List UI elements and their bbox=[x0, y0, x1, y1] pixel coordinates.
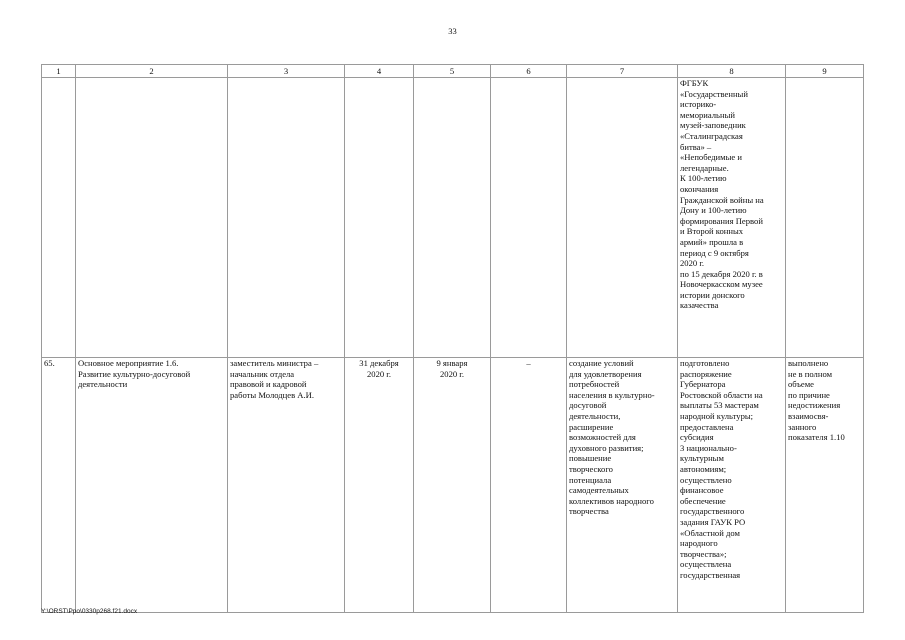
report-table bbox=[41, 64, 864, 613]
table-cell bbox=[42, 78, 76, 358]
table-cell bbox=[567, 78, 678, 358]
table-cell bbox=[491, 78, 567, 358]
table-cell bbox=[76, 78, 228, 358]
event-name-cell: Основное мероприятие 1.6. Развитие культурно-досуговой деятельности bbox=[76, 358, 228, 613]
row-number-cell: 65. bbox=[42, 358, 76, 613]
table-row-65 bbox=[42, 358, 864, 613]
responsible-cell: заместитель министра – начальник отдела правовой и кадровой работы Молодцев А.И. bbox=[228, 358, 345, 613]
table-cell bbox=[228, 78, 345, 358]
file-path-footer: Y:\ORST\Ppo\0330p268.f21.docx bbox=[41, 608, 138, 615]
table-cell bbox=[345, 78, 414, 358]
dash-cell: – bbox=[491, 358, 567, 613]
column-number: 7 bbox=[567, 65, 678, 78]
column-number: 4 bbox=[345, 65, 414, 78]
achieved-result-cell: ФГБУК «Государственный историко- мемориальный музей-заповедник «Сталинградская битва» – «Непобедимые и легендарные. К 100-летию окончания Гражданской войны на Дону и 100-летию формирования Первой и Второй конных армий» прошла в период с 9 октября 2020 г. по 15 декабря 2020 г. в Новочеркасском музее истории донского казачества bbox=[678, 78, 786, 358]
fact-date-cell: 9 января 2020 г. bbox=[414, 358, 491, 613]
achieved-result-cell: подготовлено распоряжение Губернатора Ростовской области на выплаты 53 мастерам народной культуры; предоставлена субсидия 3 национально- культурным автономиям; осуществлено финансовое обеспечение государственного задания ГАУК РО «Областной дом народного творчества»; осуществлена государственная bbox=[678, 358, 786, 613]
column-number: 3 bbox=[228, 65, 345, 78]
column-number: 5 bbox=[414, 65, 491, 78]
column-number: 2 bbox=[76, 65, 228, 78]
column-number: 1 bbox=[42, 65, 76, 78]
table-cell bbox=[786, 78, 864, 358]
column-number-row bbox=[42, 65, 864, 78]
notes-cell: выполнено не в полном объеме по причине недостижения взаимосвя- занного показателя 1.10 bbox=[786, 358, 864, 613]
expected-result-cell: создание условий для удовлетворения потребностей населения в культурно- досуговой деятельности, расширение возможностей для духовного развития; повышение творческого потенциала самодеятельных коллективов народного творчества bbox=[567, 358, 678, 613]
column-number: 9 bbox=[786, 65, 864, 78]
table-cell bbox=[414, 78, 491, 358]
column-number: 8 bbox=[678, 65, 786, 78]
table-row-continued bbox=[42, 78, 864, 358]
plan-date-cell: 31 декабря 2020 г. bbox=[345, 358, 414, 613]
page-number: 33 bbox=[448, 26, 457, 36]
column-number: 6 bbox=[491, 65, 567, 78]
